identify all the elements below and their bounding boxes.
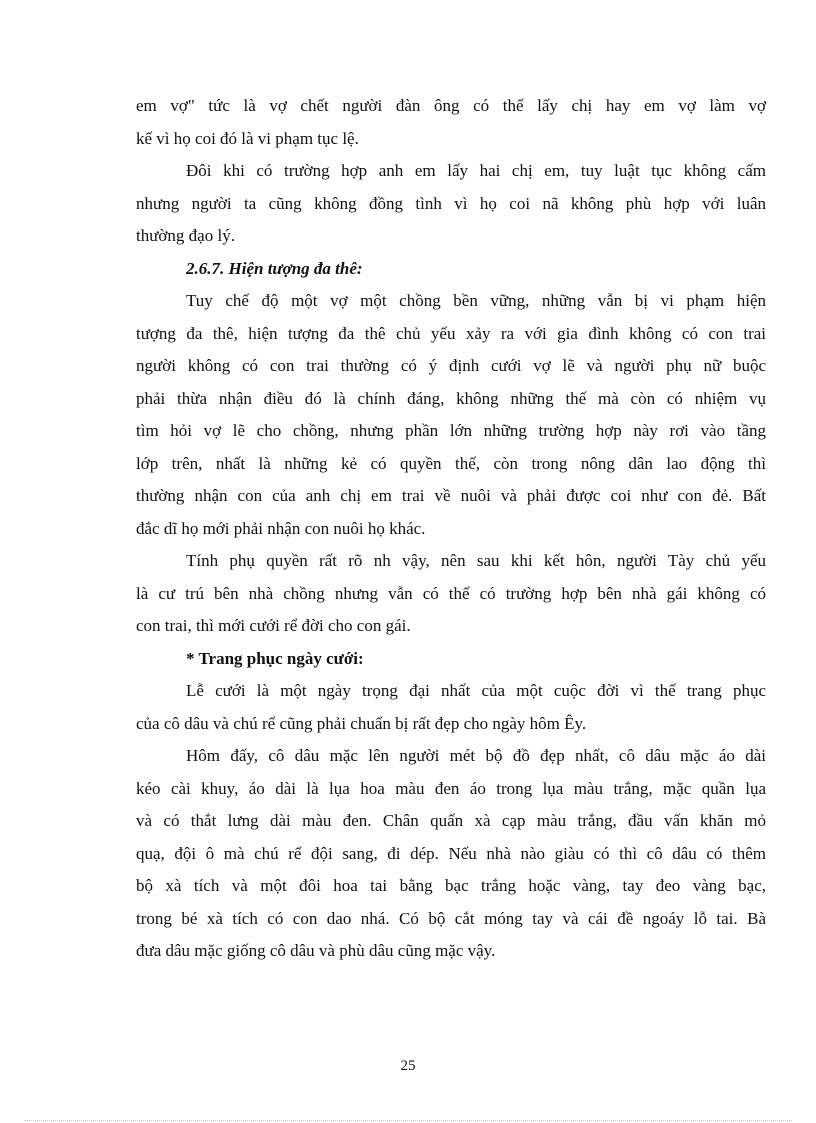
text-line: và có thắt lưng dài màu đen. Chân quấn xà cạp màu trắng, đầu vấn khăn mỏ xyxy=(136,811,766,830)
text-line: quạ, đội ô mà chú rể đội sang, đi dép. Nếu nhà nào giàu có thì cô dâu có thêm xyxy=(136,843,766,863)
paragraph-2 xyxy=(136,155,766,253)
text-line: trong bé xà tích có con dao nhá. Có bộ cắt móng tay và cái đề ngoáy lỗ tai. Bà xyxy=(136,908,766,928)
text-line: đắc dĩ họ mới phải nhận con nuôi họ khác. xyxy=(136,518,426,538)
text-line: kế vì họ coi đó là vi phạm tục lệ. xyxy=(136,128,359,148)
text-line: Hôm đấy, cô dâu mặc lên người mét bộ đồ đẹp nhất, cô dâu mặc áo dài xyxy=(186,746,766,765)
text-line: thường đạo lý. xyxy=(136,226,235,245)
text-line: đưa dâu mặc giống cô dâu và phù dâu cũng mặc vậy. xyxy=(136,941,496,960)
paragraph-5 xyxy=(136,675,766,740)
paragraph-4 xyxy=(136,545,766,643)
text-line: của cô dâu và chú rể cũng phải chuẩn bị rất đẹp cho ngày hôm Êy. xyxy=(136,713,587,733)
page-number: 25 xyxy=(400,1058,416,1074)
paragraph-3 xyxy=(136,285,766,545)
text-line: người không có con trai thường có ý định cưới vợ lẽ và người phụ nữ buộc xyxy=(136,356,766,375)
section-heading-polygamy: 2.6.7. Hiện tượng đa thê: xyxy=(186,258,363,278)
text-line: em vợ" tức là vợ chết người đàn ông có thể lấy chị hay em vợ làm vợ xyxy=(136,96,766,115)
text-line: nhưng người ta cũng không đồng tình vì họ coi nã không phù hợp với luân xyxy=(136,193,766,213)
text-line: con trai, thì mới cưới rể đời cho con gái. xyxy=(136,616,411,635)
text-line: tượng đa thê, hiện tượng đa thê chủ yếu xảy ra với gia đình không có con trai xyxy=(136,323,766,343)
text-line: Lễ cưới là một ngày trọng đại nhất của một cuộc đời vì thế trang phục xyxy=(186,681,766,700)
text-line: kéo cài khuy, áo dài là lụa hoa màu đen áo trong lụa màu trắng, mặc quần lụa xyxy=(136,778,766,798)
text-line: Tuy chế độ một vợ một chồng bền vững, những vẫn bị vi phạm hiện xyxy=(186,291,766,310)
text-line: phải thừa nhận điều đó là chính đáng, không những thế mà còn có nhiệm vụ xyxy=(136,388,766,408)
text-line: là cư trú bên nhà chồng nhưng vẫn có thể có trường hợp bên nhà gái không có xyxy=(136,583,766,603)
text-line: tìm hỏi vợ lẽ cho chồng, nhưng phần lớn những trường hợp này rơi vào tầng xyxy=(136,421,766,440)
section-heading-wedding-attire: * Trang phục ngày cưới: xyxy=(186,648,364,668)
text-line: lớp trên, nhất là những kẻ có quyền thế, còn trong nông dân lao động thì xyxy=(136,453,766,473)
paragraph-6 xyxy=(136,740,766,968)
paragraph-1 xyxy=(136,90,766,155)
page-bottom-divider xyxy=(24,1120,792,1121)
text-line: Đôi khi có trường hợp anh em lấy hai chị em, tuy luật tục không cấm xyxy=(186,161,766,180)
text-line: bộ xà tích và một đôi hoa tai bằng bạc trắng hoặc vàng, tay đeo vàng bạc, xyxy=(136,876,766,895)
document-body xyxy=(136,90,766,968)
text-line: Tính phụ quyền rất rõ nh vậy, nên sau khi kết hôn, người Tày chủ yếu xyxy=(186,551,766,570)
text-line: thường nhận con của anh chị em trai về nuôi và phải được coi như con đẻ. Bất xyxy=(136,486,766,505)
